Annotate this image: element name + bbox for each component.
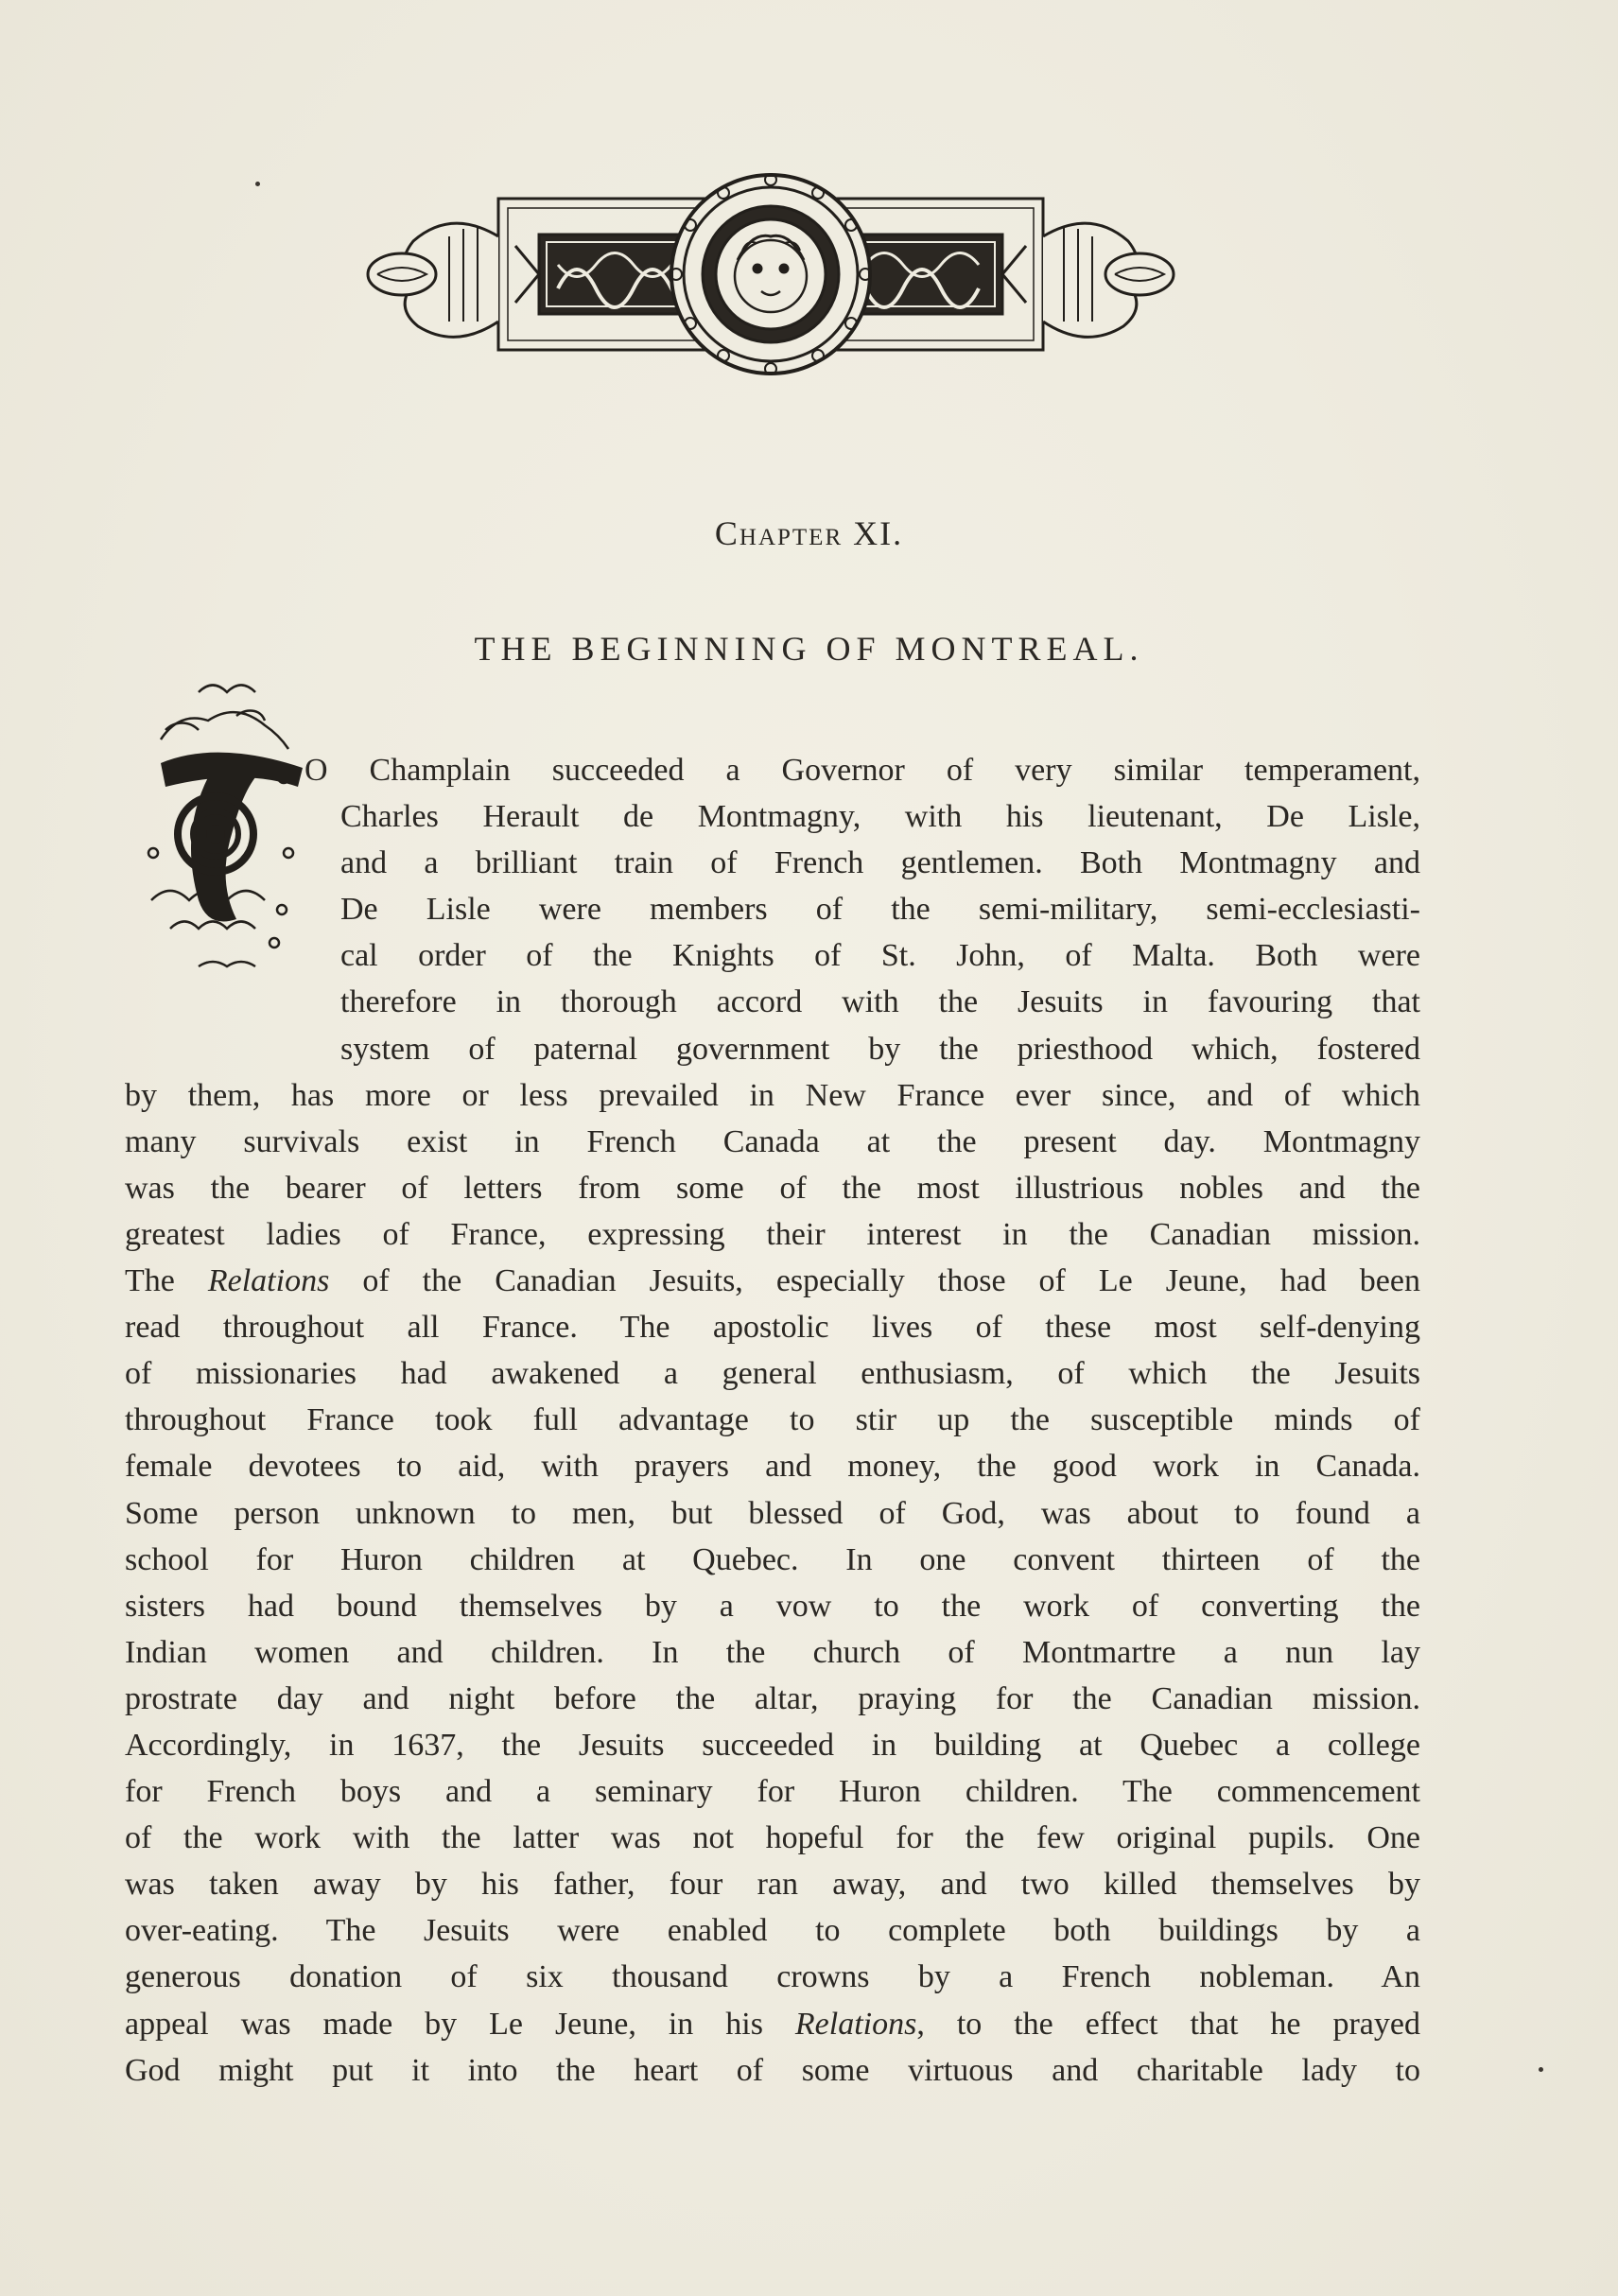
text-line: of missionaries had awakened a general enthusiasm, of which the Jesuits	[125, 1356, 1420, 1392]
text-line: of the work with the latter was not hopeful for the few original pupils. One	[125, 1820, 1420, 1856]
chapter-title: THE BEGINNING OF MONTREAL.	[474, 630, 1144, 668]
text-line: many survivals exist in French Canada at the present day. Montmagny	[125, 1123, 1420, 1159]
text-line: Some person unknown to men, but blessed of God, was about to found a	[125, 1495, 1420, 1531]
text-line: generous donation of six thousand crowns by a French nobleman. An	[125, 1959, 1420, 1995]
text-line: was the bearer of letters from some of the most illustrious nobles and the	[125, 1170, 1420, 1206]
text-run: of the Canadian Jesuits, especially those of Le Jeune, had been	[329, 1263, 1420, 1299]
chapter-heading: Chapter XI.	[714, 514, 904, 552]
text-line	[125, 1258, 1420, 1304]
text-run: The	[125, 1263, 208, 1299]
text-line: read throughout all France. The apostolic lives of these most self-denying	[125, 1310, 1420, 1346]
body-text	[125, 747, 1420, 2094]
italic-title: Relations	[207, 1263, 330, 1299]
text-line: Indian women and children. In the church of Montmartre a nun lay	[125, 1634, 1420, 1670]
text-line: and a brilliant train of French gentlemen. Both Montmagny and	[340, 845, 1420, 881]
text-line: was taken away by his father, four ran away, and two killed themselves by	[125, 1867, 1420, 1903]
ink-speck	[1539, 2067, 1543, 2072]
headpiece-ornament	[364, 170, 1177, 378]
text-line: Charles Herault de Montmagny, with his lieutenant, De Lisle,	[340, 799, 1420, 835]
text-line: school for Huron children at Quebec. In one convent thirteen of the	[125, 1541, 1420, 1577]
text-line: De Lisle were members of the semi-military, semi-ecclesiasti-	[340, 892, 1420, 928]
text-line: over-eating. The Jesuits were enabled to complete both buildings by a	[125, 1913, 1420, 1949]
text-run: appeal was made by Le Jeune, in his	[125, 2006, 795, 2042]
ink-speck	[255, 182, 260, 186]
text-line: for French boys and a seminary for Huron children. The commencement	[125, 1774, 1420, 1810]
text-line: Accordingly, in 1637, the Jesuits succeeded in building at Quebec a college	[125, 1727, 1420, 1763]
text-line: therefore in thorough accord with the Jesuits in favouring that	[340, 984, 1420, 1020]
text-line: O Champlain succeeded a Governor of very similar temperament,	[304, 753, 1420, 788]
text-line: female devotees to aid, with prayers and money, the good work in Canada.	[125, 1449, 1420, 1485]
italic-title: Relations	[794, 2006, 917, 2042]
text-line	[125, 2001, 1420, 2047]
text-line: prostrate day and night before the altar, praying for the Canadian mission.	[125, 1680, 1420, 1716]
text-line: by them, has more or less prevailed in New France ever since, and of which	[125, 1077, 1420, 1113]
text-line: sisters had bound themselves by a vow to the work of converting the	[125, 1588, 1420, 1624]
text-line: God might put it into the heart of some virtuous and charitable lady to	[125, 2052, 1420, 2088]
text-line: system of paternal government by the priesthood which, fostered	[340, 1031, 1420, 1067]
text-run: , to the effect that he prayed	[916, 2006, 1420, 2042]
text-line: throughout France took full advantage to stir up the susceptible minds of	[125, 1402, 1420, 1438]
text-line: greatest ladies of France, expressing their interest in the Canadian mission.	[125, 1216, 1420, 1252]
text-line: cal order of the Knights of St. John, of Malta. Both were	[340, 938, 1420, 974]
